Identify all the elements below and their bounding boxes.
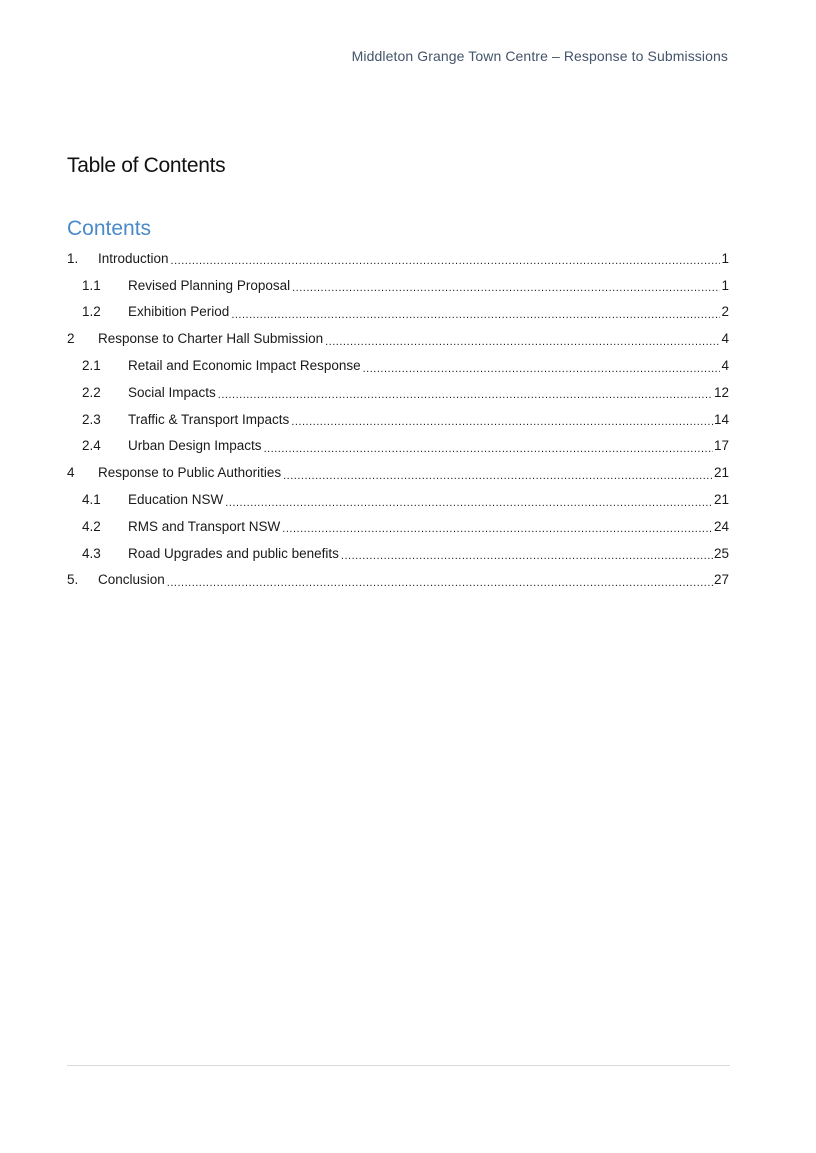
toc-dot-leader — [231, 306, 720, 320]
running-header: Middleton Grange Town Centre – Response to Submissions — [351, 48, 728, 64]
toc-entry-charter-hall-submission[interactable] — [67, 325, 729, 352]
page-title: Table of Contents — [67, 154, 226, 177]
toc-entry-label: Exhibition Period — [128, 304, 230, 320]
toc-dot-leader — [292, 279, 720, 293]
toc-entry-number: 1. — [67, 250, 79, 266]
toc-entry-number: 4.2 — [82, 518, 101, 534]
toc-entry-page: 4 — [721, 358, 729, 374]
toc-dot-leader — [218, 386, 713, 400]
toc-dot-leader — [225, 494, 713, 508]
toc-entry-label: Introduction — [98, 250, 169, 266]
toc-entry-page: 14 — [713, 411, 729, 427]
toc-entry-label: Revised Planning Proposal — [128, 277, 291, 293]
toc-entry-number: 1.2 — [82, 304, 101, 320]
toc-entry-label: Road Upgrades and public benefits — [128, 545, 339, 561]
toc-entry-label: Urban Design Impacts — [128, 438, 262, 454]
toc-entry-label: Response to Public Authorities — [98, 465, 282, 481]
toc-entry-page: 1 — [721, 250, 729, 266]
toc-entry-label: Education NSW — [128, 492, 224, 508]
toc-dot-leader — [341, 547, 713, 561]
toc-entry-traffic-transport-impacts[interactable] — [67, 406, 729, 433]
toc-entry-revised-planning-proposal[interactable] — [67, 272, 729, 299]
toc-entry-number: 2.4 — [82, 438, 101, 454]
toc-dot-leader — [171, 252, 721, 266]
toc-entry-number: 4 — [67, 465, 75, 481]
footer-divider — [67, 1065, 730, 1066]
toc-entry-social-impacts[interactable] — [67, 379, 729, 406]
toc-entry-conclusion[interactable] — [67, 567, 729, 594]
toc-entry-introduction[interactable] — [67, 245, 729, 272]
toc-entry-label: Social Impacts — [128, 384, 216, 400]
toc-dot-leader — [363, 360, 721, 374]
toc-entry-exhibition-period[interactable] — [67, 299, 729, 326]
toc-entry-label: Traffic & Transport Impacts — [128, 411, 290, 427]
toc-entry-page: 27 — [713, 572, 729, 588]
toc-dot-leader — [264, 440, 713, 454]
toc-entry-road-upgrades[interactable] — [67, 540, 729, 567]
toc-dot-leader — [325, 333, 720, 347]
toc-entry-page: 12 — [713, 384, 729, 400]
toc-entry-number: 1.1 — [82, 277, 101, 293]
toc-entry-page: 4 — [721, 331, 729, 347]
toc-entry-page: 21 — [713, 465, 729, 481]
toc-entry-number: 2.2 — [82, 384, 101, 400]
toc-entry-number: 5. — [67, 572, 79, 588]
toc-entry-page: 21 — [713, 492, 729, 508]
toc-entry-label: Response to Charter Hall Submission — [98, 331, 324, 347]
toc-entry-rms-transport-nsw[interactable] — [67, 513, 729, 540]
toc-entry-education-nsw[interactable] — [67, 486, 729, 513]
toc-entry-urban-design-impacts[interactable] — [67, 433, 729, 460]
toc-entry-number: 2 — [67, 331, 75, 347]
toc-entry-label: Retail and Economic Impact Response — [128, 358, 361, 374]
toc-entry-label: Conclusion — [98, 572, 165, 588]
toc-entry-page: 2 — [721, 304, 729, 320]
toc-entry-label: RMS and Transport NSW — [128, 518, 281, 534]
toc-entry-number: 2.1 — [82, 358, 101, 374]
toc-entry-page: 17 — [713, 438, 729, 454]
toc-entry-page: 24 — [713, 518, 729, 534]
toc-entry-number: 4.1 — [82, 492, 101, 508]
toc-dot-leader — [282, 520, 713, 534]
toc-entry-number: 2.3 — [82, 411, 101, 427]
toc-entry-page: 25 — [713, 545, 729, 561]
toc-entry-number: 4.3 — [82, 545, 101, 561]
table-of-contents — [67, 245, 729, 593]
toc-entry-retail-economic-impact[interactable] — [67, 352, 729, 379]
toc-dot-leader — [167, 574, 713, 588]
toc-dot-leader — [283, 467, 713, 481]
toc-entry-page: 1 — [721, 277, 729, 293]
contents-heading: Contents — [67, 217, 152, 240]
toc-entry-public-authorities[interactable] — [67, 459, 729, 486]
toc-dot-leader — [291, 413, 713, 427]
